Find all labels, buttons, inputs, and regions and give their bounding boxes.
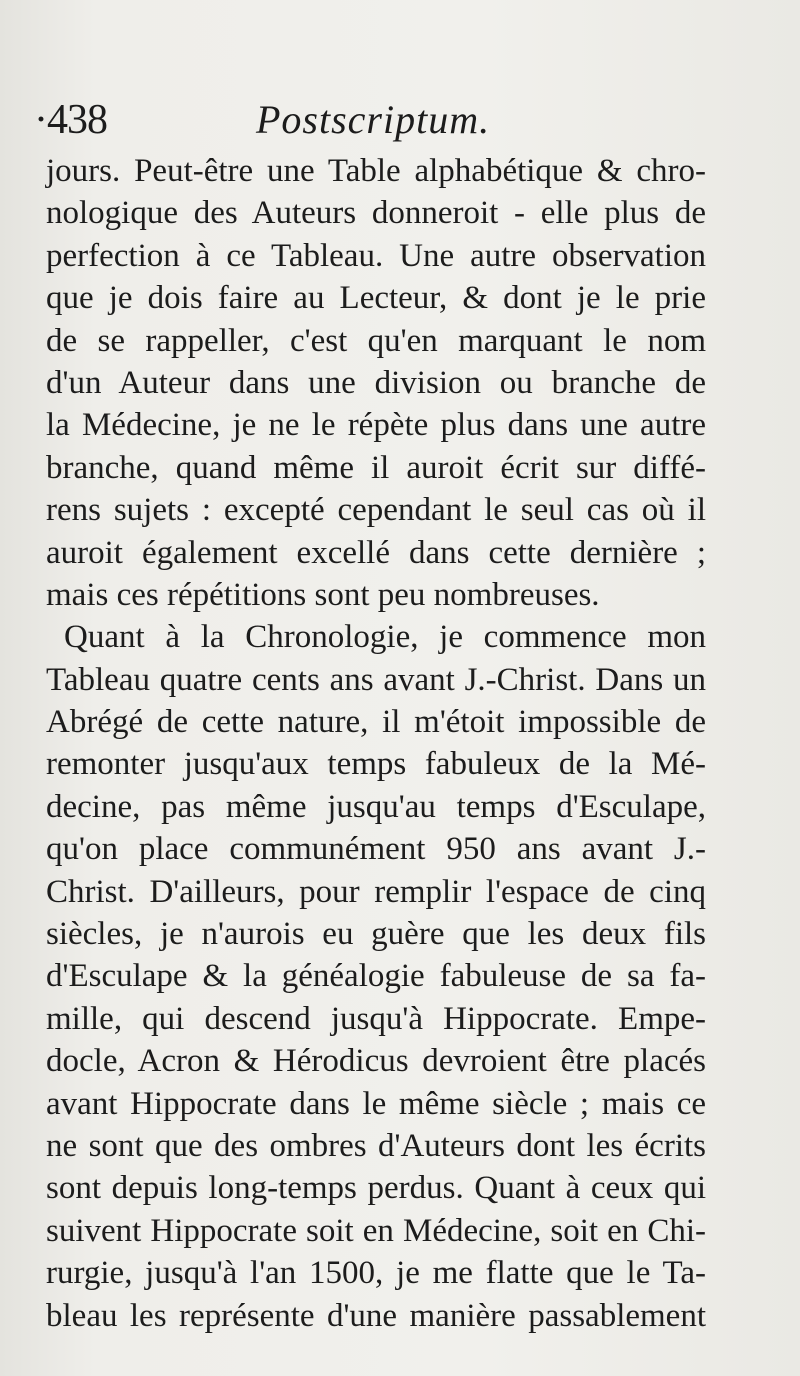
text-line: rens sujets : excepté cependant le seul cas où il — [46, 492, 706, 529]
text-line: d'Esculape & la généalogie fabuleuse de sa fa- — [46, 958, 706, 995]
text-line: Quant à la Chronologie, je commence mon — [64, 619, 706, 656]
text-line: siècles, je n'aurois eu guère que les deux fils — [46, 916, 706, 953]
text-line: d'un Auteur dans une division ou branche de — [46, 364, 706, 401]
text-line: qu'on place communément 950 ans avant J.- — [46, 831, 706, 868]
text-line: de se rappeller, c'est qu'en marquant le nom — [46, 322, 706, 359]
running-title: Postscriptum. — [256, 97, 491, 142]
text-line: mille, qui descend jusqu'à Hippocrate. Empe- — [46, 1000, 706, 1037]
text-line: bleau les représente d'une manière passablement — [46, 1297, 706, 1334]
text-line: branche, quand même il auroit écrit sur diffé- — [46, 449, 706, 486]
text-line: decine, pas même jusqu'au temps d'Esculape, — [46, 788, 706, 825]
text-line: rurgie, jusqu'à l'an 1500, je me flatte que le Ta- — [46, 1255, 706, 1292]
text-line: sont depuis long-temps perdus. Quant à ceux qui — [46, 1170, 706, 1207]
text-line: docle, Acron & Hérodicus devroient être placés — [46, 1043, 706, 1080]
page-header — [34, 96, 734, 156]
text-line: la Médecine, je ne le répète plus dans une autre — [46, 407, 706, 444]
text-line: que je dois faire au Lecteur, & dont je le prie — [46, 280, 706, 317]
text-line: auroit également excellé dans cette dernière ; — [46, 534, 706, 571]
text-line: Abrégé de cette nature, il m'étoit impossible de — [46, 704, 706, 741]
text-line: Christ. D'ailleurs, pour remplir l'espace de cinq — [46, 873, 706, 910]
text-line: ne sont que des ombres d'Auteurs dont les écrits — [46, 1127, 706, 1164]
text-line: Tableau quatre cents ans avant J.-Christ. Dans un — [46, 661, 706, 698]
text-line: perfection à ce Tableau. Une autre observation — [46, 237, 706, 274]
text-line: suivent Hippocrate soit en Médecine, soit en Chi- — [46, 1212, 706, 1249]
text-line: avant Hippocrate dans le même siècle ; mais ce — [46, 1085, 706, 1122]
body-text — [46, 150, 706, 1337]
text-line: jours. Peut-être une Table alphabétique & chro- — [46, 153, 706, 189]
text-line: nologique des Auteurs donneroit - elle plus de — [46, 195, 706, 232]
page-number: ·438 — [34, 97, 107, 143]
text-line: mais ces répétitions sont peu nombreuses. — [46, 576, 600, 613]
text-line: remonter jusqu'aux temps fabuleux de la Mé- — [46, 746, 706, 783]
